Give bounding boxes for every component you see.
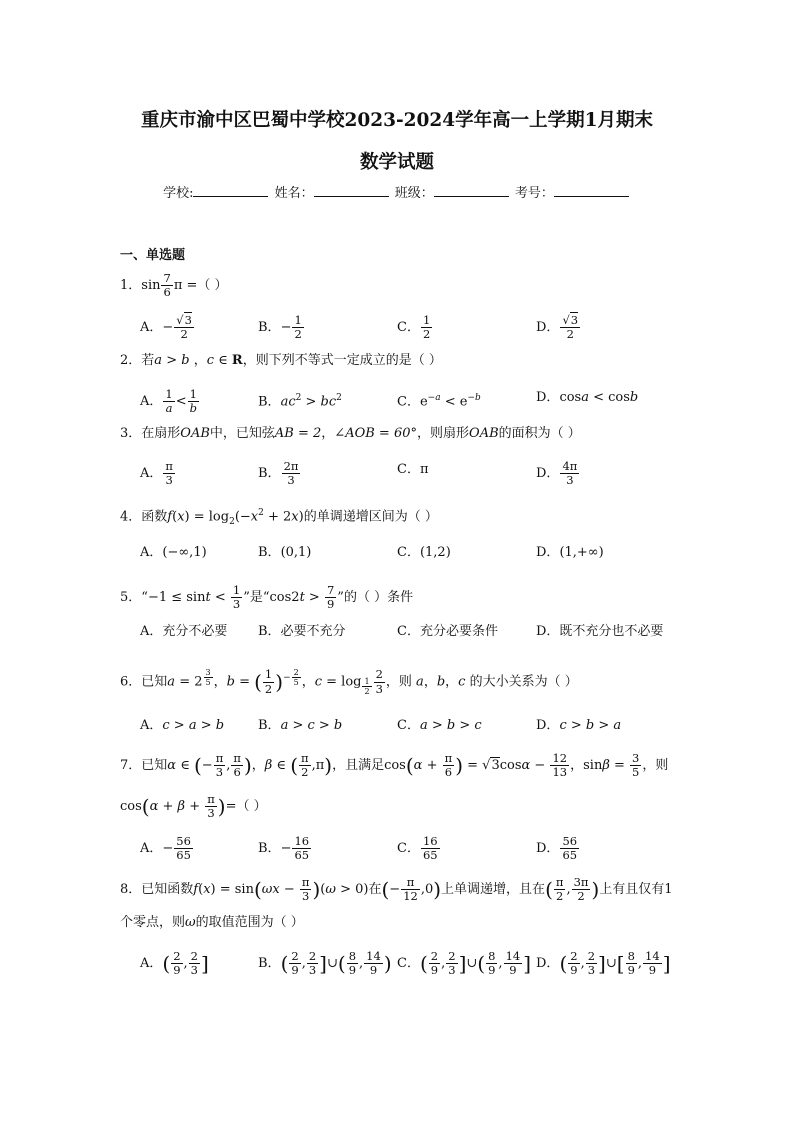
class-field[interactable] <box>434 184 509 197</box>
id-field[interactable] <box>554 184 629 197</box>
class-label: 班级： <box>394 186 434 201</box>
name-label: 姓名： <box>274 186 314 201</box>
q1-option-a[interactable]: A．− $\frac{√3}{2}$ <box>140 313 192 342</box>
q8-option-d[interactable]: D．( $\frac{2}{9}$ , $\frac{2}{3}$ ]∪[ $\frac{8}{9}$ , $\frac{14}{9}$ ] <box>536 949 671 978</box>
question-8-line2: 个零点，则ω的取值范围为（ ） <box>120 915 304 930</box>
q4-option-b[interactable]: B．(0,1) <box>258 545 312 560</box>
exam-title: 重庆市渝中区巴蜀中学校2023-2024学年高一上学期1月期末 <box>140 110 654 131</box>
q2-option-a[interactable]: A． $\frac{1}{a}$ < $\frac{1}{b}$ <box>140 387 197 416</box>
q2-option-c[interactable]: C．$e^{-a} < e^{-b}$ <box>397 393 481 410</box>
school-label: 学校: <box>163 186 194 201</box>
q5-option-d[interactable]: D．既不充分也不必要 <box>536 624 664 639</box>
q8-option-b[interactable]: B．( $\frac{2}{9}$ , $\frac{2}{3}$ ]∪( $\frac{8}{9}$ , $\frac{14}{9}$ ) <box>258 949 392 978</box>
q7-option-c[interactable]: C． $\frac{16}{65}$ <box>397 834 438 863</box>
q6-option-c[interactable]: C．a > b > c <box>397 718 482 733</box>
q8-option-c[interactable]: C．( $\frac{2}{9}$ , $\frac{2}{3}$ ]∪( $\frac{8}{9}$ , $\frac{14}{9}$ ] <box>397 949 532 978</box>
q2-option-d[interactable]: D．cosa < cosb <box>536 390 639 405</box>
q8-option-a[interactable]: A．( $\frac{2}{9}$ , $\frac{2}{3}$ ] <box>140 949 209 978</box>
exam-subtitle: 数学试题 <box>359 152 434 173</box>
id-label: 考号： <box>514 186 554 201</box>
q1-option-d[interactable]: D． $\frac{√3}{2}$ <box>536 313 579 342</box>
q5-option-a[interactable]: A．充分不必要 <box>140 624 228 639</box>
q7-option-b[interactable]: B．− $\frac{16}{65}$ <box>258 834 310 863</box>
question-4: 4．函数$f(x) = \log_2(-x^2 + 2x)$的单调递增区间为（ ） <box>120 508 438 527</box>
q4-option-a[interactable]: A．(−∞,1) <box>140 545 207 560</box>
q7-option-a[interactable]: A．− $\frac{56}{65}$ <box>140 834 191 863</box>
q6-option-a[interactable]: A．c > a > b <box>140 718 225 733</box>
q4-option-c[interactable]: C．(1,2) <box>397 545 451 560</box>
q5-option-c[interactable]: C．充分必要条件 <box>397 624 498 639</box>
q3-option-d[interactable]: D． $\frac{4\pi}{3}$ <box>536 459 578 488</box>
question-1: 1．sin $\frac{7}{6}$ π =（ ） <box>120 271 228 300</box>
question-8: 8．已知函数f(x) = sin(ωx − $\frac{\pi}{3}$ )(ω > 0)在(− $\frac{\pi}{12}$ ,0)上单调递增，且在( $\frac{\pi}{2}$ , $\frac{3\pi}{2}$ )上有且仅有1 <box>120 875 673 904</box>
question-3: 3．在扇形OAB中，已知弦AB = 2，∠AOB = 60°，则扇形OAB的面积为（ ） <box>120 426 581 441</box>
q3-option-a[interactable]: A． $\frac{\pi}{3}$ <box>140 459 173 488</box>
q2-option-b[interactable]: B．$ac^2 > bc^2$ <box>258 393 342 410</box>
q1-option-c[interactable]: C． $\frac{1}{2}$ <box>397 313 431 342</box>
q5-option-b[interactable]: B．必要不充分 <box>258 624 346 639</box>
school-field[interactable] <box>193 184 268 197</box>
q7-option-d[interactable]: D． $\frac{56}{65}$ <box>536 834 578 863</box>
question-6: 6．已知a = 2 $^{\frac{3}{5}}$ ，b = ( $\frac{1}{2}$ )$^{- \frac{2}{5}}$ ，c = log $_{\frac{1}{2}}$ $\frac{2}{3}$ ，则 a，b，c 的大小关系为（ ） <box>120 667 578 697</box>
q3-option-b[interactable]: B． $\frac{2\pi}{3}$ <box>258 459 299 488</box>
section-heading: 一、单选题 <box>120 248 186 263</box>
q3-option-c[interactable]: C．π <box>397 462 429 477</box>
q6-option-d[interactable]: D．c > b > a <box>536 718 622 733</box>
question-5: 5．“−1 ≤ sint < $\frac{1}{3}$ ”是“cos2t > $\frac{7}{9}$ ”的（ ）条件 <box>120 583 414 612</box>
q6-option-b[interactable]: B．a > c > b <box>258 718 343 733</box>
question-2: 2．若a > b ，c ∈ R，则下列不等式一定成立的是（ ） <box>120 353 442 368</box>
question-7-line2: cos(α + β + $\frac{\pi}{3}$ )=（ ） <box>120 792 267 821</box>
student-info-line <box>0 182 794 201</box>
name-field[interactable] <box>314 184 389 197</box>
q1-option-b[interactable]: B．− $\frac{1}{2}$ <box>258 313 302 342</box>
question-7: 7．已知α ∈ (− $\frac{\pi}{3}$ , $\frac{\pi}{6}$ )，β ∈ ( $\frac{\pi}{2}$ ,π)，且满足cos(α + $\frac{\pi}{6}$ ) = √3cosα − $\frac{12}{13}$ ，sinβ = $\frac{3}{5}$ ，则 <box>120 751 669 780</box>
q4-option-d[interactable]: D．(1,+∞) <box>536 545 604 560</box>
